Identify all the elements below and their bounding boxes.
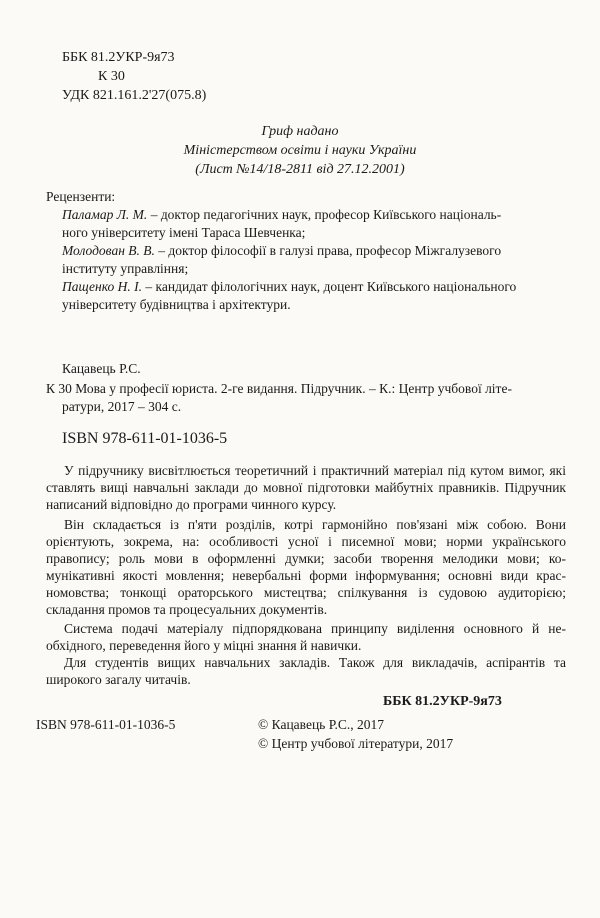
reviewers-heading: Рецензенти: [46, 189, 116, 204]
reviewer-3-name: Пащенко Н. І. [62, 279, 143, 294]
reviewer-3-line2: університету будівництва і архітектури. [62, 297, 291, 312]
bbk-code: ББК 81.2УКР-9я73 [62, 50, 175, 65]
copyright-author: © Кацавець Р.С., 2017 [258, 717, 385, 732]
annotation-paragraph-2: Він складається із п'яти розділів, котрі гармонійно пов'язані між собою. Вони орієнтують, зокрема, на: особливості усної і писемної мови; норми українського правопису; роль мови в оформленні думки; засоби творення мелодики мови; комунікативні якості мовлення; невербальні форми інформування; основні види красномовства; тонкощі ораторського мистецтва; спілкування із судовою аудиторією; складання промов та процесуальних документів. [46, 517, 566, 617]
annotation-paragraph-1: У підручнику висвітлюється теоретичний і практичний матеріал під кутом вимог, які ставлять вищі навчальні заклади до мовної підготовки майбутніх правників. Підручник написаний відповідно до програми чинного курсу. [46, 463, 566, 512]
catalog-line1: К 30 Мова у професії юриста. 2-ге видання. Підручник. – К.: Центр учбової літе- [46, 381, 512, 396]
reviewer-2-name: Молодован В. В. [62, 243, 155, 258]
grif-letter: (Лист №14/18-2811 від 27.12.2001) [195, 162, 405, 177]
isbn-main: ISBN 978-611-01-1036-5 [62, 430, 228, 447]
reviewer-1-name: Паламар Л. М. [62, 207, 148, 222]
reviewer-2-desc: – доктор філософії в галузі права, професор Міжгалузевого [154, 243, 502, 258]
reviewer-3-line1 [62, 278, 516, 296]
footer-bbk: ББК 81.2УКР-9я73 [383, 694, 502, 709]
catalog-line2: ратури, 2017 – 304 с. [62, 399, 182, 414]
udk-code: УДК 821.161.2'27(075.8) [62, 88, 207, 103]
reviewer-1-desc: – доктор педагогічних наук, професор Київського національ- [147, 207, 502, 222]
copyright-publisher: © Центр учбової літератури, 2017 [258, 736, 454, 751]
catalog-author: Кацавець Р.С. [62, 361, 141, 376]
footer-isbn: ISBN 978-611-01-1036-5 [36, 717, 176, 732]
reviewer-1-line1 [62, 206, 501, 224]
grif-title: Гриф надано [261, 124, 339, 139]
author-mark: К 30 [98, 69, 125, 84]
reviewer-3-desc: – кандидат філологічних наук, доцент Київського національного [142, 279, 517, 294]
annotation-paragraph-4: Для студентів вищих навчальних закладів. Також для викладачів, аспірантів та широкого загалу читачів. [46, 655, 566, 687]
annotation-paragraph-3: Система подачі матеріалу підпорядкована принципу виділення основного й необхідного, переведення його у міцні знання й навички. [46, 621, 566, 653]
grif-ministry: Міністерством освіти і науки України [183, 143, 417, 158]
reviewer-2-line1 [62, 242, 501, 260]
reviewer-1-line2: ного університету імені Тараса Шевченка; [62, 225, 306, 240]
reviewer-2-line2: інституту управління; [62, 261, 189, 276]
